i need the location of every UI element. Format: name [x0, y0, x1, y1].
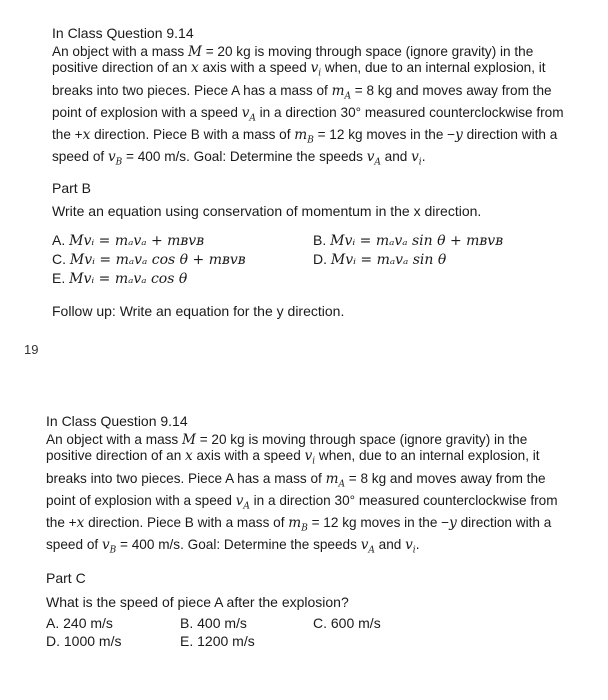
part-label: Part B: [52, 180, 91, 196]
choice-d: D. Mvᵢ = mₐvₐ sin θ: [313, 251, 447, 268]
page-number: 19: [24, 342, 39, 357]
choice-c: C. 600 m/s: [313, 615, 381, 631]
choice-e: E. Mvᵢ = mₐvₐ cos θ: [52, 270, 188, 287]
choice-a: A. 240 m/s: [46, 615, 113, 631]
problem-statement: An object with a mass M = 20 kg is moving through space (ignore gravity) in the positive direction of an x axis with a speed $v_i$ when, due to an internal explosion, it breaks into two pieces. Piece A has a mass of $m_A = 8$ kg and moves away from the point of explosion with a speed $v_A$ in a direction 30° measured counterclockwise from the +x direction. Piece B with a mass of $m_B = 12$ kg moves in the −y direction with a speed of $v_B = 400$ m/s. Goal: Determine the speeds $v_A$ and $v_i$.: [46, 432, 558, 556]
followup-text: Follow up: Write an equation for the y direction.: [52, 303, 345, 319]
choice-e: E. 1200 m/s: [180, 633, 255, 649]
choice-a: A. Mvᵢ = mₐvₐ + mʙvʙ: [52, 232, 205, 249]
choice-d: D. 1000 m/s: [46, 633, 122, 649]
problem-statement: An object with a mass M = 20 kg is moving through space (ignore gravity) in the positive direction of an x axis with a speed $v_i$ when, due to an internal explosion, it breaks into two pieces. Piece A has a mass of $m_A = 8$ kg and moves away from the point of explosion with a speed $v_A$ in a direction 30° measured counterclockwise from the +x direction. Piece B with a mass of $m_B = 12$ kg moves in the −y direction with a speed of $v_B = 400$ m/s. Goal: Determine the speeds $v_A$ and $v_i$.: [52, 44, 564, 168]
choice-c: C. Mvᵢ = mₐvₐ cos θ + mʙvʙ: [52, 251, 246, 268]
part-prompt: What is the speed of piece A after the explosion?: [46, 594, 349, 610]
question-title: In Class Question 9.14: [52, 25, 194, 41]
part-prompt: Write an equation using conservation of momentum in the x direction.: [52, 203, 482, 219]
choice-b: B. Mvᵢ = mₐvₐ sin θ + mʙvʙ: [313, 232, 504, 249]
part-label: Part C: [46, 570, 86, 586]
question-title: In Class Question 9.14: [46, 413, 188, 429]
choice-b: B. 400 m/s: [180, 615, 247, 631]
